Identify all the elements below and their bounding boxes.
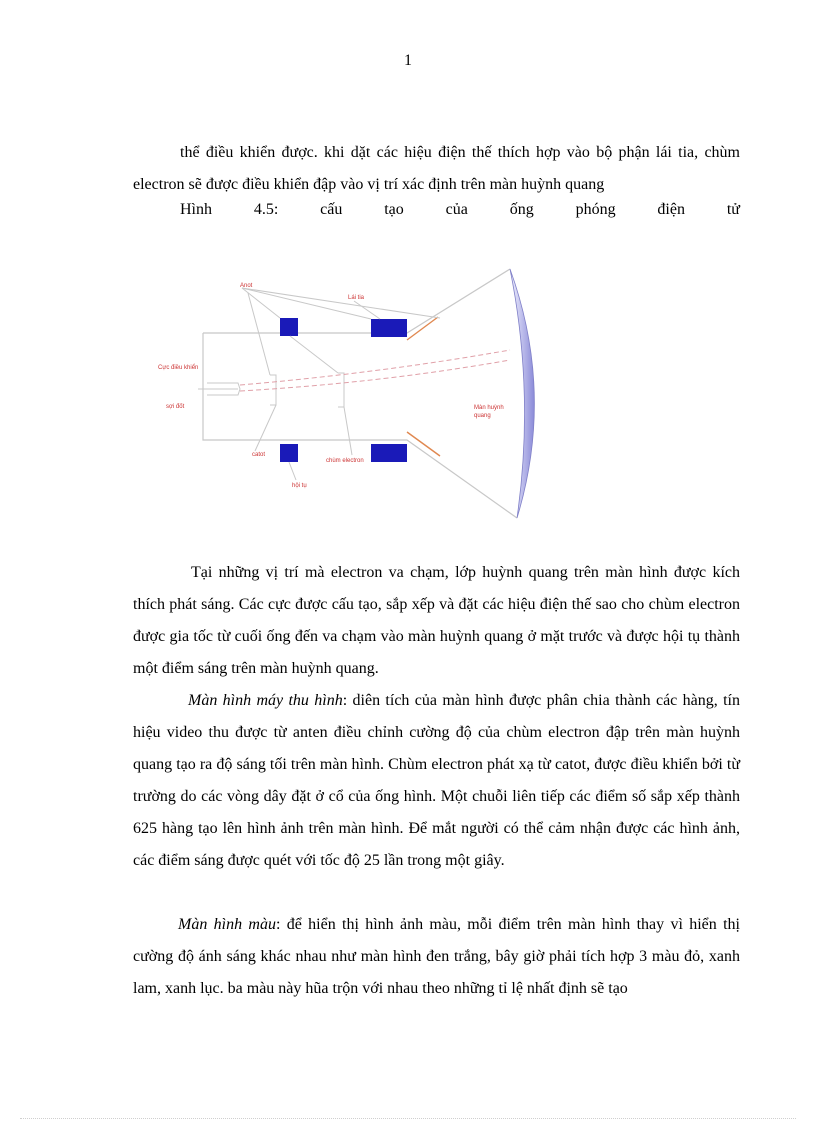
label-chum-electron: chùm electron [326, 458, 364, 464]
anode-bracket-2 [338, 373, 344, 407]
caption-word: Hình [180, 201, 212, 218]
term-tv-screen: Màn hình máy thu hình [188, 692, 343, 709]
caption-word: phóng [575, 201, 616, 218]
focus-plate-bottom [280, 444, 298, 462]
caption-word: cấu [320, 201, 343, 218]
paragraph-4-body: : để hiển thị hình ảnh màu, mỗi điểm trên màn hình thay vì hiển thị cường độ ánh sáng khác nhau như màn hình đen trắng, bây giờ phải tích hợp 3 màu đỏ, xanh lam, xanh lục. ba màu này hũa trộn với nhau theo những tỉ lệ nhất định sẽ tạo [133, 916, 740, 997]
label-catot: catot [252, 452, 266, 458]
label-lai-tia: Lái tia [348, 295, 365, 301]
page-bottom-rule [20, 1118, 796, 1119]
paragraph-3 [133, 685, 740, 877]
caption-word: tử [726, 201, 740, 218]
funnel-edge-top [407, 317, 438, 340]
label-soi-dot: sợi đốt [166, 404, 185, 410]
figure-caption [180, 201, 740, 219]
term-color-screen: Màn hình màu [178, 916, 276, 933]
fluorescent-screen [510, 269, 534, 518]
paragraph-3-body: : diên tích của màn hình được phân chia thành các hàng, tín hiệu video thu được từ anten điều chỉnh cường độ của chùm electron đập trên màn huỳnh quang tạo ra độ sáng tối trên màn hình. Chùm electron phát xạ từ catot, được điều khiển bởi từ trường do các vòng dây đặt ở cổ của ống hình. Một chuỗi liên tiếp các điểm số sắp xếp thành 625 hàng tạo lên hình ảnh trên màn hình. Để mắt người có thể cảm nhận được các hình ảnh, các điểm sáng được quét với tốc độ 25 lần trong một giây. [133, 692, 740, 869]
caption-word: của [445, 201, 468, 218]
paragraph-1: thể điều khiển được. khi dặt các hiệu điện thế thích hợp vào bộ phận lái tia, chùm electron sẽ được điều khiển đập vào vị trí xác định trên màn huỳnh quang [133, 144, 740, 193]
label-man-huynh-quang: Màn huỳnh [474, 405, 504, 411]
deflection-plate-top [371, 319, 407, 337]
focus-plate-top [280, 318, 298, 336]
leader-lines [242, 288, 440, 480]
deflection-plate-bottom [371, 444, 407, 462]
caption-word: điện [657, 201, 685, 218]
label-cuc-dieu-khien: Cực điều khiển [158, 365, 199, 371]
electron-beam-upper [240, 350, 510, 385]
paragraph-4 [133, 909, 740, 1005]
caption-word: ống [509, 201, 534, 218]
anode-bracket-1 [270, 375, 276, 405]
label-anot: Anot [240, 283, 253, 289]
label-hoi-tu: hội tụ [292, 483, 307, 489]
crt-diagram [130, 255, 560, 525]
caption-word: tạo [384, 201, 404, 218]
paragraph-2: Tại những vị trí mà electron va chạm, lớp huỳnh quang trên màn hình được kích thích phát sáng. Các cực được cấu tạo, sắp xếp và đặt các hiệu điện thế sao cho chùm electron được gia tốc từ cuối ống đến va chạm vào màn huỳnh quang ở mặt trước và được hội tụ thành một điểm sáng trên màn huỳnh quang. [133, 564, 740, 677]
electron-beam-lower [240, 360, 510, 391]
caption-word: 4.5: [253, 201, 279, 218]
page-number: 1 [404, 52, 412, 69]
label-man-huynh-quang-2: quang [474, 413, 491, 419]
